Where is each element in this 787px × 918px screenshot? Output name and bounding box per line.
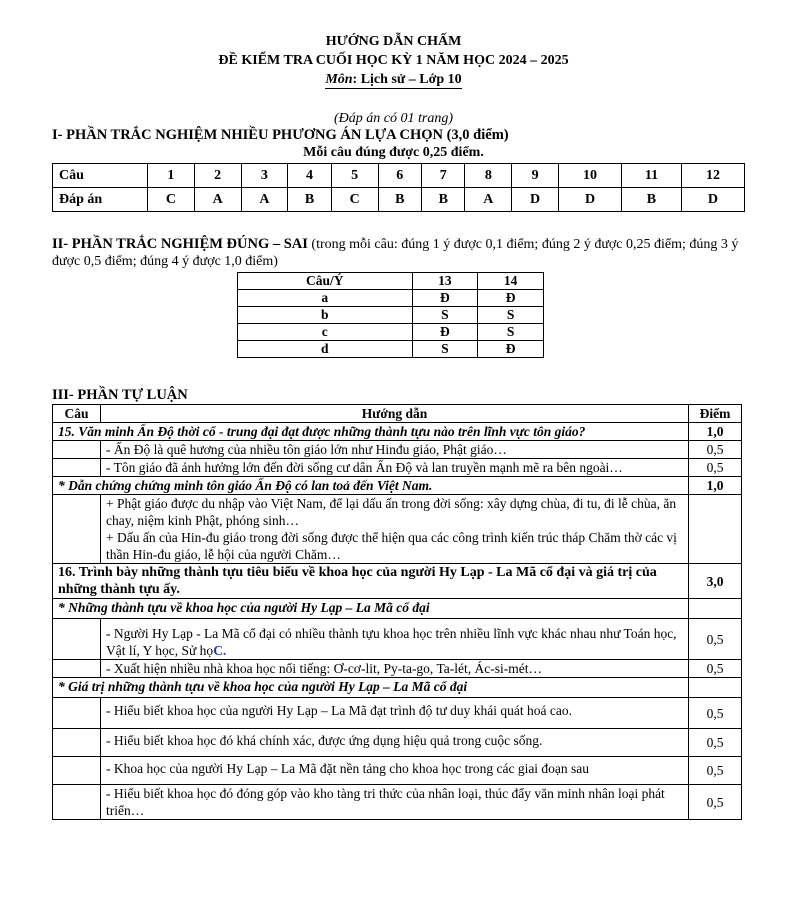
empty-cell [53, 459, 101, 477]
answer-cell: D [681, 188, 744, 212]
page-note: (Đáp án có 01 trang) [334, 111, 453, 126]
question-15-title: 15. Văn minh Ấn Độ thời cổ - trung đại đạt được những thành tựu nào trên lĩnh vực tôn giáo? [53, 423, 689, 441]
table-cell: Đ [478, 290, 544, 307]
subject-value: : Lịch sử – Lớp 10 [352, 72, 462, 87]
table-header-row [238, 273, 544, 290]
part3-title: III- PHẦN TỰ LUẬN [52, 387, 188, 403]
column-header: 14 [478, 273, 544, 290]
table-cell: d [238, 341, 413, 358]
answer-cell: C [148, 188, 195, 212]
question-number: 8 [465, 164, 512, 188]
empty-cell [53, 785, 101, 820]
column-header: 13 [412, 273, 478, 290]
guide-text: - Hiểu biết khoa học đó đóng góp vào kho tàng tri thức của nhân loại, thúc đẩy văn minh nhân loại phát triển… [101, 785, 689, 820]
answer-cell: C [331, 188, 378, 212]
question-number: 6 [378, 164, 421, 188]
guide-text: - Xuất hiện nhiều nhà khoa học nổi tiếng: Ơ-cơ-lit, Py-ta-go, Ta-lét, Ác-si-mét… [101, 660, 689, 678]
table-row [53, 599, 742, 619]
score-cell: 1,0 [689, 477, 742, 495]
table-row [53, 619, 742, 660]
subject-label: Môn [325, 72, 353, 87]
score-cell: 3,0 [689, 564, 742, 599]
question-number: 7 [422, 164, 465, 188]
table-cell: S [412, 341, 478, 358]
guide-text-main: - Người Hy Lạp - La Mã cổ đại có nhiều thành tựu khoa học trên nhiều lĩnh vực khác nhau như Toán học, Vật lí, Y học, Sử họ [106, 626, 677, 658]
question-15b-title: * Dẫn chứng chứng minh tôn giáo Ấn Độ có lan toả đến Việt Nam. [53, 477, 689, 495]
score-cell: 0,5 [689, 757, 742, 785]
table-cell: a [238, 290, 413, 307]
table-cell: S [412, 307, 478, 324]
table-row [53, 495, 742, 564]
table-cell: S [478, 307, 544, 324]
question-number: 11 [622, 164, 682, 188]
table-cell: Đ [412, 324, 478, 341]
table-row [238, 307, 544, 324]
score-cell: 0,5 [689, 441, 742, 459]
question-number: 12 [681, 164, 744, 188]
guide-text: - Ấn Độ là quê hương của nhiều tôn giáo lớn như Hinđu giáo, Phật giáo… [101, 441, 689, 459]
exam-title: ĐỀ KIỂM TRA CUỐI HỌC KỲ 1 NĂM HỌC 2024 – 2025 [218, 53, 569, 68]
table-header-row [53, 405, 742, 423]
table-row [53, 785, 742, 820]
guide-text [101, 619, 689, 660]
table-cell: b [238, 307, 413, 324]
guide-text-highlight: C. [213, 643, 227, 658]
table-row [53, 441, 742, 459]
guide-text: - Khoa học của người Hy Lạp – La Mã đặt nền tảng cho khoa học trong các giai đoạn sau [101, 757, 689, 785]
table-cell: Đ [478, 341, 544, 358]
score-cell: 0,5 [689, 729, 742, 757]
table-row [238, 290, 544, 307]
guide-text: - Hiểu biết khoa học của người Hy Lạp – La Mã đạt trình độ tư duy khái quát hoá cao. [101, 698, 689, 729]
answer-row [53, 188, 745, 212]
score-cell: 0,5 [689, 785, 742, 820]
answer-cell: B [378, 188, 421, 212]
part2-title-rest: (trong mỗi câu: đúng 1 ý được 0,1 điểm; đúng 2 ý được 0,25 điểm; đúng 3 ý được 0,5 điểm; đúng 4 ý được 1,0 điểm) [52, 237, 739, 269]
guide-paragraph: + Dấu ấn của Hin-đu giáo trong đời sống được thể hiện qua các công trình kiến trúc tháp Chăm thờ các vị thần Hin-đu giáo, lễ hội của người Chăm… [106, 530, 677, 562]
answer-cell: D [559, 188, 622, 212]
table-row [53, 678, 742, 698]
part2-title-bold: II- PHẦN TRẮC NGHIỆM ĐÚNG – SAI [52, 236, 308, 252]
answer-row-label: Đáp án [53, 188, 148, 212]
subject-line [0, 72, 787, 88]
score-cell: 0,5 [689, 660, 742, 678]
empty-cell [53, 757, 101, 785]
question-16b-title: * Giá trị những thành tựu về khoa học của người Hy Lạp – La Mã cổ đại [53, 678, 689, 698]
column-header: Câu [53, 405, 101, 423]
empty-cell [689, 678, 742, 698]
table-row [53, 477, 742, 495]
table-cell: Đ [412, 290, 478, 307]
answer-cell: A [465, 188, 512, 212]
question-number: 9 [512, 164, 559, 188]
empty-cell [53, 698, 101, 729]
table-row [53, 729, 742, 757]
table-row [238, 341, 544, 358]
question-16a-title: * Những thành tựu về khoa học của người Hy Lạp – La Mã cổ đại [53, 599, 689, 619]
column-header: Câu/Ý [238, 273, 413, 290]
table-row [53, 459, 742, 477]
true-false-answer-table [237, 272, 544, 358]
answer-cell: B [422, 188, 465, 212]
table-row [53, 564, 742, 599]
table-row [238, 324, 544, 341]
guide-text: - Tôn giáo đã ảnh hưởng lớn đến đời sống cư dân Ấn Độ và lan truyền mạnh mẽ ra bên ngoài… [101, 459, 689, 477]
part2-title [52, 236, 742, 270]
column-header: Điểm [689, 405, 742, 423]
guide-text [101, 495, 689, 564]
question-number: 5 [331, 164, 378, 188]
table-cell: S [478, 324, 544, 341]
score-cell: 0,5 [689, 459, 742, 477]
part1-subtitle: Mỗi câu đúng được 0,25 điểm. [303, 145, 484, 160]
answer-cell: A [241, 188, 288, 212]
multiple-choice-answer-table [52, 163, 745, 212]
empty-cell [53, 441, 101, 459]
doc-title: HƯỚNG DẪN CHẤM [325, 34, 462, 49]
question-number: 3 [241, 164, 288, 188]
score-cell: 1,0 [689, 423, 742, 441]
empty-cell [53, 660, 101, 678]
column-header: Hướng dẫn [101, 405, 689, 423]
table-row [53, 660, 742, 678]
guide-text: - Hiểu biết khoa học đó khá chính xác, được ứng dụng hiệu quả trong cuộc sống. [101, 729, 689, 757]
score-cell: 0,5 [689, 619, 742, 660]
empty-cell [53, 619, 101, 660]
question-16-title: 16. Trình bày những thành tựu tiêu biểu về khoa học của người Hy Lạp - La Mã cổ đại và giá trị của những thành tựu ấy. [53, 564, 689, 599]
empty-cell [53, 495, 101, 564]
table-row [53, 698, 742, 729]
empty-cell [689, 599, 742, 619]
answer-cell: A [194, 188, 241, 212]
empty-cell [53, 729, 101, 757]
score-cell: 0,5 [689, 698, 742, 729]
question-number: 10 [559, 164, 622, 188]
answer-cell: B [288, 188, 331, 212]
question-number: 2 [194, 164, 241, 188]
table-row [53, 757, 742, 785]
question-number: 1 [148, 164, 195, 188]
part1-title: I- PHẦN TRẮC NGHIỆM NHIỀU PHƯƠNG ÁN LỰA CHỌN (3,0 điểm) [52, 127, 509, 143]
question-row-label: Câu [53, 164, 148, 188]
question-number: 4 [288, 164, 331, 188]
table-cell: c [238, 324, 413, 341]
answer-cell: B [622, 188, 682, 212]
question-row [53, 164, 745, 188]
essay-grading-table [52, 404, 742, 820]
table-row [53, 423, 742, 441]
empty-cell [689, 495, 742, 564]
guide-paragraph: + Phật giáo được du nhập vào Việt Nam, để lại dấu ấn trong đời sống: xây dựng chùa, đi tu, đi lễ chùa, ăn chay, niệm kinh Phật, phóng sinh… [106, 496, 677, 528]
answer-cell: D [512, 188, 559, 212]
